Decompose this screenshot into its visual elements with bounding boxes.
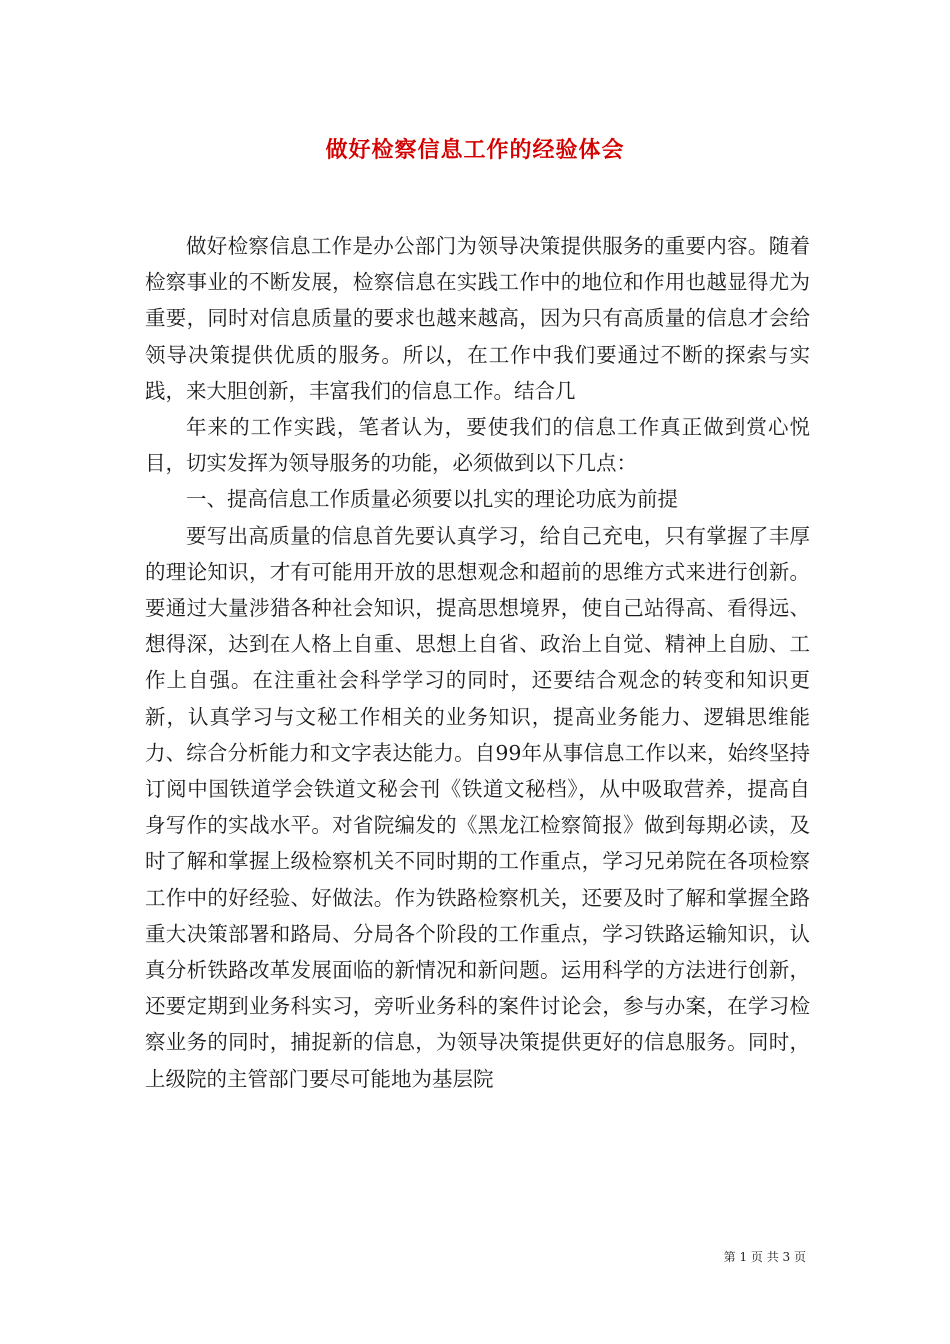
paragraph-section-1: 要写出高质量的信息首先要认真学习，给自己充电，只有掌握了丰厚的理论知识，才有可能用开放的思想观念和超前的思维方式来进行创新。要通过大量涉猎各种社会知识，提高思想境界，使自己站得高、看得远、想得深，达到在人格上自重、思想上自省、政治上自觉、精神上自励、工作上自强。在注重社会科学学习的同时，还要结合观念的转变和知识更新，认真学习与文秘工作相关的业务知识，提高业务能力、逻辑思维能力、综合分析能力和文字表达能力。自99年从事信息工作以来，始终坚持订阅中国铁道学会铁道文秘会刊《铁道文秘档》，从中吸取营养，提高自身写作的实战水平。对省院编发的《黑龙江检察简报》做到每期必读，及时了解和掌握上级检察机关不同时期的工作重点，学习兄弟院在各项检察工作中的好经验、好做法。作为铁路检察机关，还要及时了解和掌握全路重大决策部署和路局、分局各个阶段的工作重点，学习铁路运输知识，认真分析铁路改革发展面临的新情况和新问题。运用科学的方法进行创新，还要定期到业务科实习，旁听业务科的案件讨论会，参与办案，在学习检察业务的同时，捕捉新的信息，为领导决策提供更好的信息服务。同时，上级院的主管部门要尽可能地为基层院 xyxy=(145,523,810,1091)
section-heading-1: 一、提高信息工作质量必须要以扎实的理论功底为前提 xyxy=(186,487,678,512)
document-title: 做好检察信息工作的经验体会 xyxy=(325,137,625,163)
page-number-footer: 第 1 页 共 3 页 xyxy=(723,1250,806,1264)
document-body xyxy=(145,228,810,1097)
paragraph-continuation: 年来的工作实践，笔者认为，要使我们的信息工作真正做到赏心悦目，切实发挥为领导服务的功能，必须做到以下几点： xyxy=(145,415,810,476)
paragraph-intro: 做好检察信息工作是办公部门为领导决策提供服务的重要内容。随着检察事业的不断发展，检察信息在实践工作中的地位和作用也越显得尤为重要，同时对信息质量的要求也越来越高，因为只有高质量的信息才会给领导决策提供优质的服务。所以，在工作中我们要通过不断的探索与实践，来大胆创新，丰富我们的信息工作。结合几 xyxy=(145,234,810,403)
